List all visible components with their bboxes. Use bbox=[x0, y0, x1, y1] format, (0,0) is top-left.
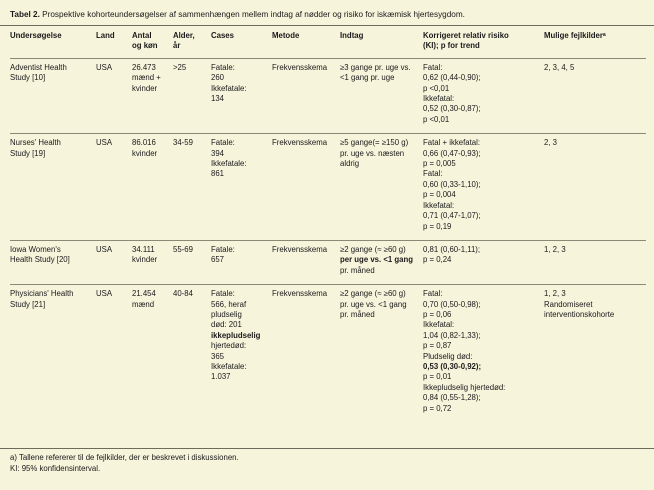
cell-line: p = 0,01 bbox=[423, 372, 452, 382]
cell-bias: 2, 3, 4, 5 bbox=[544, 62, 575, 72]
cell-line: 0,52 (0,30-0,87); bbox=[423, 104, 481, 114]
cell-line: per uge vs. <1 gang bbox=[340, 255, 414, 265]
cohort-table bbox=[10, 28, 646, 422]
cell-line: Fatale: bbox=[211, 138, 235, 148]
cell-line: 0,71 (0,47-1,07); bbox=[423, 211, 481, 221]
cell-line: Study [21] bbox=[10, 299, 46, 309]
cell-line: Physicians' Health bbox=[10, 289, 74, 299]
cell-line: Antal bbox=[132, 31, 152, 40]
cell-age: 40-84 bbox=[173, 285, 211, 422]
cell-line: (KI); p for trend bbox=[423, 41, 480, 51]
cell-line: 0,53 (0,30-0,92); bbox=[423, 361, 482, 371]
cell-study bbox=[10, 58, 96, 133]
table-title bbox=[10, 9, 644, 20]
cell-cases bbox=[211, 58, 272, 133]
cell-line: 260 bbox=[211, 73, 225, 83]
cell-line: 26.473 bbox=[132, 62, 156, 72]
table-row bbox=[10, 58, 646, 133]
cell-line: død: 201 bbox=[211, 320, 242, 330]
cell-line: ≥2 gange (≈ ≥60 g) bbox=[340, 244, 406, 254]
cell-country: USA bbox=[96, 240, 132, 284]
cell-line: pr. uge vs. <1 gang bbox=[340, 299, 407, 309]
footnote-divider bbox=[0, 448, 654, 449]
cell-line: Ikkepludselig hjertedød: bbox=[423, 382, 506, 392]
cell-line: Fatale: bbox=[211, 62, 235, 72]
cell-line: 0,81 (0,60-1,11); bbox=[423, 244, 481, 254]
cell-line: kvinder bbox=[132, 255, 158, 265]
cell-intake bbox=[340, 240, 423, 284]
cell-line: pr. uge vs. næsten bbox=[340, 148, 405, 158]
cell-line: Fatal + ikkefatal: bbox=[423, 138, 480, 148]
header-cases: Cases bbox=[211, 28, 272, 58]
cell-line: 0,84 (0,55-1,28); bbox=[423, 393, 481, 403]
cell-bias bbox=[544, 285, 646, 422]
cell-line: hjertedød: bbox=[211, 341, 247, 351]
cell-line: p = 0,19 bbox=[423, 221, 452, 231]
cell-line: 134 bbox=[211, 94, 225, 104]
table-row bbox=[10, 240, 646, 284]
cell-line: p = 0,87 bbox=[423, 341, 452, 351]
cell-line: Fatal: bbox=[423, 62, 443, 72]
footnotes bbox=[10, 452, 239, 474]
cell-line: Randomiseret bbox=[544, 299, 593, 309]
cell-rr bbox=[423, 58, 544, 133]
footnote-a: a) Tallene refererer til de fejlkilder, der er beskrevet i diskussionen. bbox=[10, 453, 239, 462]
cell-line: 0,66 (0,47-0,93); bbox=[423, 148, 481, 158]
cell-rr bbox=[423, 134, 544, 241]
cell-line: Study [19] bbox=[10, 148, 46, 158]
cell-country: USA bbox=[96, 62, 113, 72]
cell-line: pludselig bbox=[211, 309, 242, 319]
cell-line: Fatale: bbox=[211, 289, 235, 299]
cell-country: USA bbox=[96, 285, 132, 422]
cell-intake bbox=[340, 285, 423, 422]
cell-bias: 1, 2, 3 bbox=[544, 240, 646, 284]
cell-method: Frekvensskema bbox=[272, 62, 328, 72]
cell-line: p = 0,004 bbox=[423, 190, 456, 200]
cell-line: kvinder bbox=[132, 148, 158, 158]
cell-cases bbox=[211, 240, 272, 284]
cell-line: 861 bbox=[211, 169, 225, 179]
cell-line: mænd + bbox=[132, 73, 161, 83]
cell-cases bbox=[211, 134, 272, 241]
cell-line: p = 0,06 bbox=[423, 309, 452, 319]
cell-line: 566, heraf bbox=[211, 299, 247, 309]
cell-bias: 2, 3 bbox=[544, 134, 646, 241]
cell-line: 0,60 (0,33-1,10); bbox=[423, 179, 481, 189]
cell-line: Study [10] bbox=[10, 73, 46, 83]
cell-line: aldrig bbox=[340, 159, 360, 169]
cell-line: 365 bbox=[211, 351, 225, 361]
header-country: Land bbox=[96, 28, 132, 58]
cell-study bbox=[10, 285, 96, 422]
header-age bbox=[173, 28, 211, 58]
cell-line: Ikkefatale: bbox=[211, 361, 247, 371]
cell-line: 21.454 bbox=[132, 289, 156, 299]
cell-line: p = 0,005 bbox=[423, 159, 456, 169]
cell-line: Fatal: bbox=[423, 289, 443, 299]
cell-line: p <0,01 bbox=[423, 83, 450, 93]
cell-line: Korrigeret relativ risiko bbox=[423, 31, 509, 40]
cell-line: 0,70 (0,50-0,98); bbox=[423, 299, 481, 309]
cell-line: 1,04 (0,82-1,33); bbox=[423, 330, 481, 340]
cell-line: år bbox=[173, 41, 181, 51]
table-row bbox=[10, 285, 646, 422]
table-number: Tabel 2. bbox=[10, 10, 40, 19]
cell-line: Ikkefatale: bbox=[211, 83, 247, 93]
cell-line: Pludselig død: bbox=[423, 351, 473, 361]
cell-intake bbox=[340, 58, 423, 133]
cell-line: <1 gang pr. uge bbox=[340, 73, 395, 83]
table-row bbox=[10, 134, 646, 241]
cell-line: ≥2 gange (≈ ≥60 g) bbox=[340, 289, 406, 299]
cell-age: >25 bbox=[173, 62, 187, 72]
header-study: Undersøgelse bbox=[10, 28, 96, 58]
header-rr bbox=[423, 28, 544, 58]
cell-count bbox=[132, 58, 173, 133]
cell-country: USA bbox=[96, 134, 132, 241]
cell-line: Nurses' Health bbox=[10, 138, 61, 148]
cell-age: 34-59 bbox=[173, 134, 211, 241]
cell-line: Adventist Health bbox=[10, 62, 67, 72]
cell-line: mænd bbox=[132, 299, 155, 309]
footnote-ki: KI: 95% konfidensinterval. bbox=[10, 464, 101, 473]
cell-line: ikkepludselig bbox=[211, 330, 261, 340]
header-count bbox=[132, 28, 173, 58]
cell-line: Alder, bbox=[173, 31, 195, 40]
cell-line: 394 bbox=[211, 148, 225, 158]
top-divider bbox=[0, 25, 654, 26]
cell-count bbox=[132, 285, 173, 422]
cell-line: interventionskohorte bbox=[544, 309, 615, 319]
cell-line: 657 bbox=[211, 255, 225, 265]
cell-method: Frekvensskema bbox=[272, 134, 340, 241]
cell-line: og køn bbox=[132, 41, 158, 51]
cell-line: 34.111 bbox=[132, 244, 155, 254]
cell-line: p = 0,72 bbox=[423, 403, 452, 413]
cell-cases bbox=[211, 285, 272, 422]
cell-line: ≥3 gange pr. uge vs. bbox=[340, 62, 411, 72]
cell-line: Health Study [20] bbox=[10, 255, 70, 265]
cell-line: Ikkefatal: bbox=[423, 320, 455, 330]
cell-line: 1.037 bbox=[211, 372, 231, 382]
cell-line: Fatale: bbox=[211, 244, 235, 254]
cell-line: pr. måned bbox=[340, 265, 375, 275]
cell-count bbox=[132, 240, 173, 284]
cell-line: p <0,01 bbox=[423, 114, 450, 124]
cell-method: Frekvensskema bbox=[272, 240, 340, 284]
header-intake: Indtag bbox=[340, 28, 423, 58]
cell-line: Fatal: bbox=[423, 169, 443, 179]
cell-method: Frekvensskema bbox=[272, 285, 340, 422]
header-row bbox=[10, 28, 646, 58]
cell-line: Iowa Women's bbox=[10, 244, 61, 254]
cell-rr bbox=[423, 240, 544, 284]
cell-line: Ikkefatale: bbox=[211, 159, 247, 169]
cell-rr bbox=[423, 285, 544, 422]
cell-line: Ikkefatal: bbox=[423, 200, 455, 210]
cell-line: p = 0,24 bbox=[423, 255, 452, 265]
cell-line: ≥5 gange(= ≥150 g) bbox=[340, 138, 409, 148]
cell-line: 86.016 bbox=[132, 138, 156, 148]
cell-line: 1, 2, 3 bbox=[544, 289, 566, 299]
cell-study bbox=[10, 134, 96, 241]
cell-line: Ikkefatal: bbox=[423, 94, 455, 104]
cell-line: 0,62 (0,44-0,90); bbox=[423, 73, 481, 83]
cell-intake bbox=[340, 134, 423, 241]
cell-study bbox=[10, 240, 96, 284]
cell-age: 55-69 bbox=[173, 240, 211, 284]
table-caption: Prospektive kohorteundersøgelser af sammenhængen mellem indtag af nødder og risiko for iskæmisk hjertesygdom. bbox=[42, 10, 465, 19]
cell-line: pr. måned bbox=[340, 309, 375, 319]
cell-line: kvinder bbox=[132, 83, 158, 93]
cell-count bbox=[132, 134, 173, 241]
header-method: Metode bbox=[272, 28, 340, 58]
header-bias: Mulige fejlkilderᵃ bbox=[544, 28, 646, 58]
